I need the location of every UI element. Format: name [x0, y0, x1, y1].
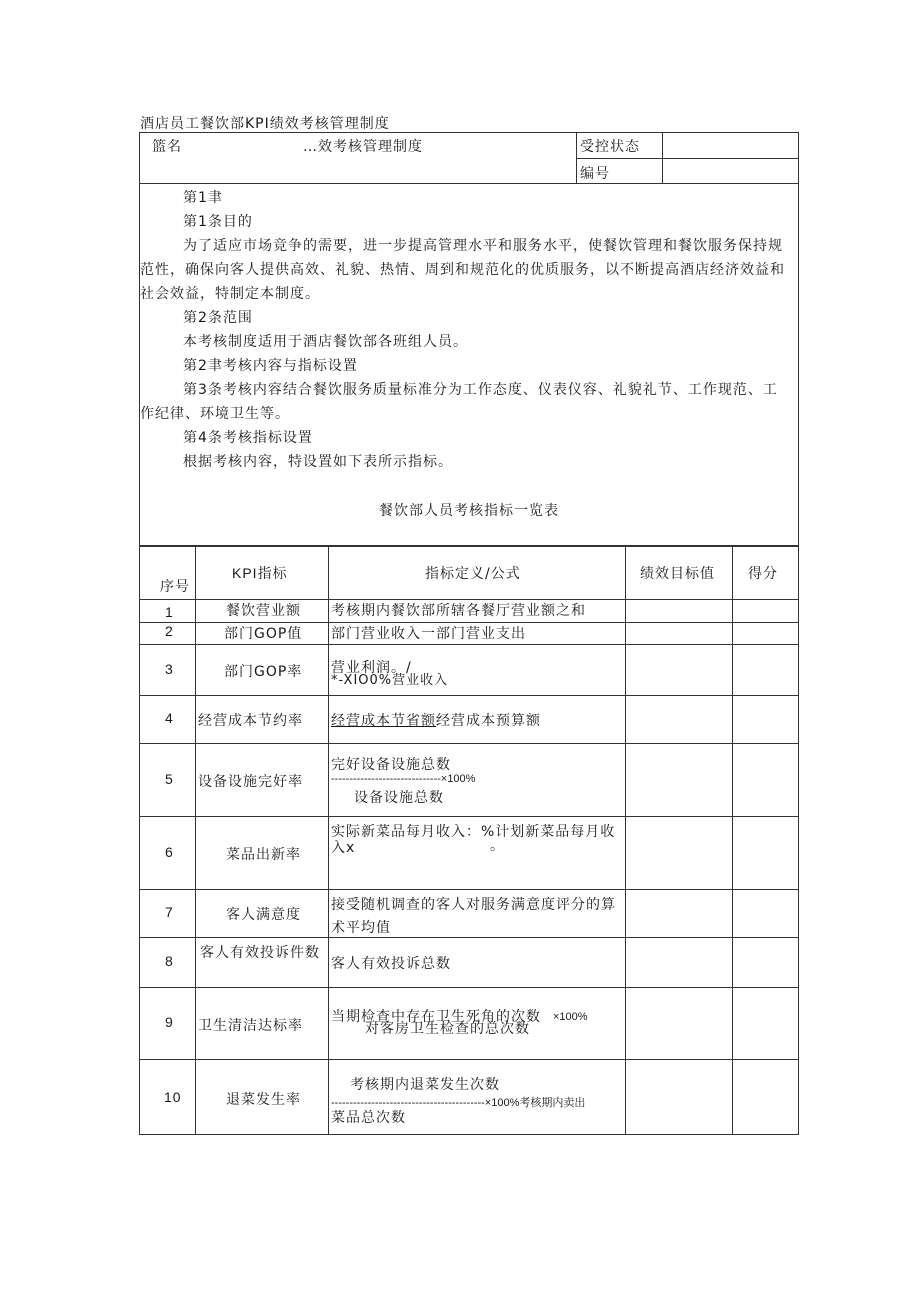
- article-4-text: 根据考核内容，特设置如下表所示指标。: [183, 454, 453, 470]
- row-divider: [140, 695, 798, 696]
- row-2-seq: 2: [165, 623, 174, 639]
- article-3-text-line2: 作纪律、环境卫生等。: [140, 406, 290, 422]
- row-1-seq: 1: [165, 604, 174, 620]
- row-4-definition-numerator: 经营成本节省额: [331, 713, 436, 729]
- col-divider: [732, 547, 733, 1134]
- row-4-definition-denominator: 经营成本预算额: [436, 713, 541, 729]
- article-4-heading: 第4条考核指标设置: [183, 430, 313, 446]
- article-1-heading: 第1条目的: [183, 214, 253, 230]
- article-2-heading: 第2条范围: [183, 310, 253, 326]
- chapter-2-heading: 第2聿考核内容与指标设置: [183, 358, 358, 374]
- header-code-label: 编号: [580, 166, 610, 182]
- header-score: 得分: [748, 566, 778, 582]
- row-10-kpi: 退菜发生率: [226, 1092, 301, 1108]
- header-status-label: 受控状态: [580, 139, 640, 155]
- row-9-seq: 9: [165, 1014, 174, 1030]
- row-divider: [140, 889, 798, 890]
- article-1-text-line1: 为了适应市场竞争的需要，进一步提高管理水平和服务水平，使餐饮管理和餐饮服务保持规: [183, 238, 783, 254]
- row-divider: [140, 937, 798, 938]
- chapter-1-heading: 第1聿: [183, 190, 223, 206]
- row-5-definition-line3: 设备设施总数: [354, 790, 444, 806]
- article-2-text: 本考核制度适用于酒店餐饮部各班组人员。: [183, 334, 468, 350]
- row-6-kpi: 菜品出新率: [226, 847, 301, 863]
- row-10-definition-line1: 考核期内退菜发生次数: [350, 1077, 500, 1093]
- document-title: 酒店员工餐饮部KPI绩效考核管理制度: [140, 116, 390, 132]
- header-target: 绩效目标值: [640, 566, 715, 582]
- row-2-kpi: 部门GOP值: [224, 626, 303, 642]
- row-3-seq: 3: [165, 661, 174, 677]
- row-1-definition: 考核期内餐饮部所辖各餐厅营业额之和: [331, 603, 586, 619]
- row-1-kpi: 餐饮营业额: [226, 603, 301, 619]
- header-name-value: …效考核管理制度: [303, 139, 423, 155]
- body-section: [139, 184, 799, 546]
- row-5-seq: 5: [165, 771, 174, 787]
- row-6-definition-line2b: 。: [490, 838, 505, 854]
- row-9-definition-line1b: ×100%: [553, 1011, 588, 1023]
- col-divider: [625, 547, 626, 1134]
- header-seq: 序号: [160, 579, 190, 595]
- row-10-definition-line3: 菜品总次数: [331, 1110, 406, 1126]
- row-9-definition-line1: 当期检查中存在卫生死角的次数: [331, 1009, 541, 1025]
- article-1-text-line3: 社会效益，特制定本制度。: [140, 286, 320, 302]
- col-divider: [328, 547, 329, 1134]
- row-5-definition-line2: ------------------------------×100%: [331, 773, 476, 785]
- row-7-definition-line1: 接受随机调查的客人对服务满意度评分的算: [331, 897, 616, 913]
- row-9-definition-line2: 对客房卫生检查的总次数: [365, 1021, 530, 1037]
- row-9-kpi: 卫生清洁达标率: [198, 1018, 303, 1034]
- row-5-kpi: 设备设施完好率: [198, 774, 303, 790]
- row-7-definition-line2: 术平均值: [331, 920, 391, 936]
- col-divider: [195, 547, 196, 1134]
- row-10-definition-line2: ------------------------------------------×100%考核期内卖出: [331, 1097, 586, 1109]
- row-6-definition-line1: 实际新菜品每月收入：%计划新菜品每月收: [331, 824, 616, 840]
- row-5-definition-line1: 完好设备设施总数: [331, 757, 451, 773]
- header-table: [139, 132, 799, 184]
- row-8-kpi: 客人有效投诉件数: [200, 945, 320, 961]
- row-8-seq: 8: [165, 953, 174, 969]
- header-definition: 指标定义/公式: [425, 566, 521, 582]
- row-2-definition: 部门营业收入一部门营业支出: [331, 626, 526, 642]
- row-7-seq: 7: [165, 904, 174, 920]
- header-name-label: 篮名: [152, 139, 182, 155]
- row-divider: [140, 816, 798, 817]
- row-7-kpi: 客人满意度: [226, 907, 301, 923]
- row-8-definition: 客人有效投诉总数: [331, 956, 451, 972]
- row-6-definition-line2: 入x: [331, 840, 356, 856]
- row-3-definition-line1: 营业利润。/: [331, 660, 412, 676]
- row-divider: [140, 644, 798, 645]
- row-6-seq: 6: [165, 844, 174, 860]
- kpi-table: [139, 546, 799, 1135]
- row-divider: [140, 1059, 798, 1060]
- row-3-kpi: 部门GOP率: [224, 664, 303, 680]
- row-divider: [140, 987, 798, 988]
- kpi-table-title: 餐饮部人员考核指标一览表: [379, 503, 559, 519]
- row-4-seq: 4: [165, 710, 174, 726]
- header-row-divider: [577, 158, 798, 159]
- row-10-seq: 10: [164, 1089, 182, 1105]
- article-3-text-line1: 第3条考核内容结合餐饮服务质量标准分为工作态度、仪表仪容、礼貌礼节、工作现范、工: [183, 382, 778, 398]
- row-3-definition-line2: *-XIO0%营业收入: [331, 673, 449, 688]
- article-1-text-line2: 范性，确保向客人提供高效、礼貌、热情、周到和规范化的优质服务，以不断提高酒店经济效益和: [140, 262, 785, 278]
- row-divider: [140, 743, 798, 744]
- header-kpi: KPI指标: [232, 565, 288, 581]
- row-4-kpi: 经营成本节约率: [198, 713, 303, 729]
